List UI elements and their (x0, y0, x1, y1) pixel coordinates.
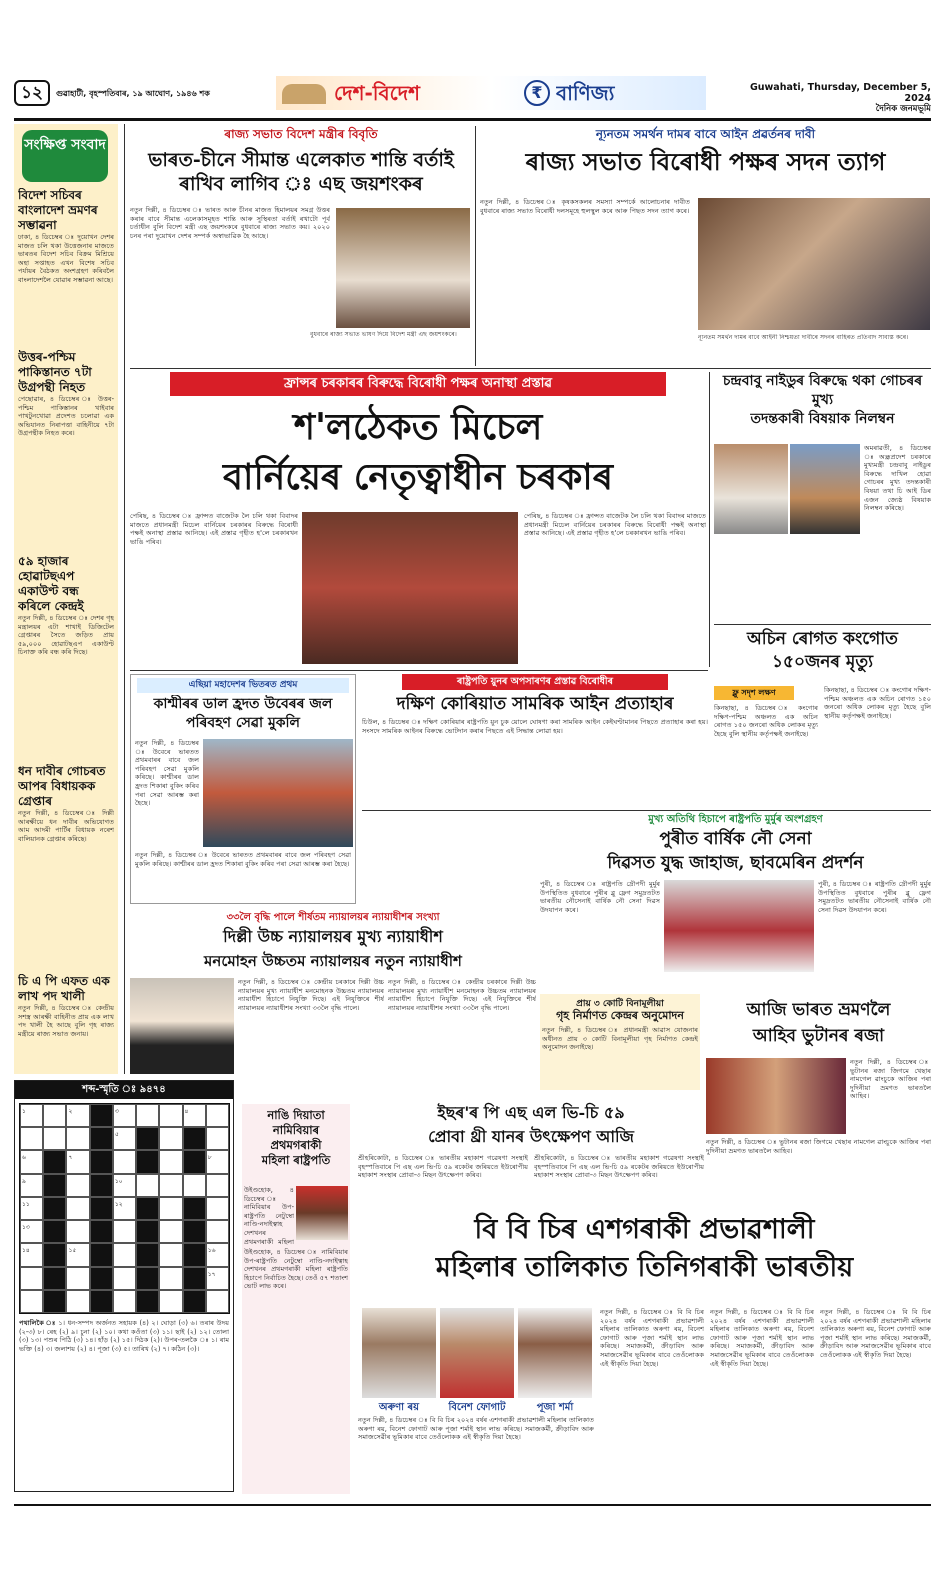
article-isro (358, 1100, 704, 1230)
kicker: এছিয়া মহাদেশৰ ভিতৰত প্ৰথম (137, 678, 349, 693)
sidebar-item (18, 350, 114, 510)
name-label: বিনেশ ফোগাট (448, 1402, 506, 1413)
crossword-cell[interactable] (206, 1220, 229, 1243)
masthead (14, 74, 931, 120)
crossword-cell[interactable] (183, 1174, 206, 1197)
crossword-title: শব্দ-স্মৃতি ঃ ৯৪৭৪ (15, 1081, 233, 1099)
article-body-cont: পুৰী, ৪ ডিচেম্বৰ ঃ ৰাষ্ট্ৰপতি দ্ৰৌপদী মুৰ্মুৰ উপস্থিতিত বুধবাৰে পুৰীৰ ব্লু ফ্লেগ সমুদ্ৰতটত ভাৰতীয় নৌসেনাই বাৰ্ষিক নৌ সেনা দিৱস উদযাপন কৰে। (818, 880, 931, 914)
article-body: উইণ্ডহোক, ৪ ডিচেম্বৰ ঃ নামিবিয়াৰ উপ-ৰাষ্ট্ৰপতি নেটুম্বো নাণ্ডি-নদাইত্বাহ দেশখনৰ প্ৰথমগৰাকী মহিলা (244, 1186, 294, 1246)
headline: অচিন ৰোগত কংগোত ১৫০জনৰ মৃত্যু (747, 629, 898, 672)
crossword-cell[interactable] (159, 1174, 182, 1197)
photo-caption: ন্যূনতম সমৰ্থন দামৰ বাবে আইনী নিশ্চয়তা দাবীৰে সদনৰ বাহিৰত প্ৰতিবাদ সাব্যস্ত কৰে। (698, 334, 909, 341)
paper-name: দৈনিক জনমভূমি (875, 104, 931, 114)
crossword-cell (43, 1267, 66, 1290)
crossword-cell (90, 1290, 113, 1313)
article-navy (540, 812, 931, 992)
sidebar (14, 124, 118, 1074)
naidu-photo (714, 444, 788, 534)
banner: ফ্ৰান্সৰ চৰকাৰৰ বিৰুদ্ধে বিৰোধী পক্ষৰ অনাস্থা প্ৰস্তাৱ (170, 372, 666, 396)
crossword-cell[interactable] (206, 1127, 229, 1150)
crossword-cell (183, 1267, 206, 1290)
crossword-cell[interactable] (159, 1150, 182, 1173)
article-body: শ্ৰীহৰিকোটা, ৪ ডিচেম্বৰ ঃ ভাৰতীয় মহাকাশ গৱেষণা সংস্থাই বৃহস্পতিবাৰে পি এছ এল ভি-চি ৫৯ ৰকেটৰ জৰিয়তে ইউৰোপীয় মহাকাশ সংস্থাৰ প্ৰোবা-৩ মিছন উৎক্ষেপণ কৰিব। (358, 1154, 528, 1180)
headline-line3: প্ৰথমগৰাকী (270, 1138, 322, 1152)
kicker: প্ৰায় ৩ কোটি বিনামূলীয়া (576, 999, 664, 1009)
article-body-col4: নতুন দিল্লী, ৪ ডিচেম্বৰ ঃ বি বি চিৰ ২০২৪ বৰ্ষৰ এশগৰাকী প্ৰভাৱশালী মহিলাৰ তালিকাত অৰুণা ৰয়, বিনেশ ফোগাট আৰু পূজা শৰ্মাই স্থান লাভ কৰিছে। সমাজকৰ্মী, ক্ৰীড়াবিদ আৰু সমাজসেৱীৰ ভূমিকাৰ বাবে তেওঁলোকক এই স্বীকৃতি দিয়া হৈছে। (820, 1308, 931, 1359)
sidebar-item (18, 974, 114, 1074)
sidebar-item-body: পেছোৱাৰ, ৪ ডিচেম্বৰ ঃ উত্তৰ-পশ্চিম পাকিস্তানৰ খাইবাৰ পাখটুনখোৱা প্ৰদেশত চলোৱা এক অভিযানত নিৰাপত্তা বাহিনীয়ে ৭টা উগ্ৰপন্থীক নিহত কৰে। (18, 395, 114, 438)
crossword-cell (43, 1174, 66, 1197)
crossword-cell[interactable]: ৪ (183, 1104, 206, 1127)
article-body-cont: নতুন দিল্লী, ৪ ডিচেম্বৰ ঃ ভুটানৰ ৰজা জিগমে খেছাৰ নামগেল ৱাংচুকে আজিৰ পৰা দুদিনীয়া ভ্ৰমণত ভাৰতলৈ আহিব। (706, 1138, 931, 1155)
crossword-cell[interactable] (113, 1220, 136, 1243)
crossword-cell[interactable]: ৮ (206, 1150, 229, 1173)
crossword-cell (183, 1150, 206, 1173)
crossword-cell[interactable]: ১৬ (206, 1243, 229, 1266)
article-body-col3: নতুন দিল্লী, ৪ ডিচেম্বৰ ঃ বি বি চিৰ ২০২৪ বৰ্ষৰ এশগৰাকী প্ৰভাৱশালী মহিলাৰ তালিকাত অৰুণা ৰয়, বিনেশ ফোগাট আৰু পূজা শৰ্মাই স্থান লাভ কৰিছে। সমাজকৰ্মী, ক্ৰীড়াবিদ আৰু সমাজসেৱীৰ ভূমিকাৰ বাবে তেওঁলোকক এই স্বীকৃতি দিয়া হৈছে। (710, 1308, 814, 1368)
kicker: ৰাজ্য সভাত বিদেশ মন্ত্ৰীৰ বিবৃতি (224, 127, 378, 141)
flu-tag: ফ্লু সদৃশ লক্ষণ (714, 686, 794, 700)
article-body: নতুন দিল্লী, ৪ ডিচেম্বৰ ঃ বি বি চিৰ ২০২৪ বৰ্ষৰ এশগৰাকী প্ৰভাৱশালী মহিলাৰ তালিকাত অৰুণা ৰয়, বিনেশ ফোগাট আৰু পূজা শৰ্মাই স্থান লাভ কৰিছে। সমাজকৰ্মী, ক্ৰীড়াবিদ আৰু সমাজসেৱীৰ ভূমিকাৰ বাবে তেওঁলোকক এই স্বীকৃতি দিয়া হৈছে। (358, 1416, 594, 1442)
crossword-cell (183, 1197, 206, 1220)
crossword-cell[interactable] (66, 1267, 89, 1290)
article-namibia (242, 1104, 350, 1494)
article-body-cont: শ্ৰীহৰিকোটা, ৪ ডিচেম্বৰ ঃ ভাৰতীয় মহাকাশ গৱেষণা সংস্থাই বৃহস্পতিবাৰে পি এছ এল ভি-চি ৫৯ ৰকেটৰ জৰিয়তে ইউৰোপীয় মহাকাশ সংস্থাৰ প্ৰোবা-৩ মিছন উৎক্ষেপণ কৰিব। (534, 1154, 704, 1180)
crossword-cell[interactable] (206, 1174, 229, 1197)
section-rule (130, 670, 708, 671)
article-body: নতুন দিল্লী, ৪ ডিচেম্বৰ ঃ উবেৰে ভাৰতত প্ৰথমবাৰৰ বাবে জল পৰিবহণ সেৱা মুকলি কৰিছে। কাশ্মীৰৰ ডাল হ্ৰদত শিকাৰা বুকিং কৰিব পৰা সেৱা আৰম্ভ কৰা হৈছে। (135, 739, 199, 808)
headline-line2: দিৱসত যুদ্ধ জাহাজ, ছাবমেৰিন প্ৰদৰ্শন (607, 853, 864, 873)
sidebar-item (18, 764, 114, 964)
article-body: অমৰাৱতী, ৪ ডিচেম্বৰ ঃ অন্ধ্ৰপ্ৰদেশ চৰকাৰে মুখ্যমন্ত্ৰী চন্দ্ৰবাবু নাইডুৰ বিৰুদ্ধে দাখিল হোৱা গোচৰৰ মুখ্য তদন্তকাৰী বিষয়া তথা চি আই ডিৰ এজন জ্যেষ্ঠ বিষয়াক নিলম্বন কৰিছে। (864, 444, 931, 513)
headline: দক্ষিণ কোৰিয়াত সামৰিক আইন প্ৰত্যাহাৰ (396, 694, 674, 714)
article-body: নতুন দিল্লী, ৪ ডিচেম্বৰ ঃ কেন্দ্ৰীয় চৰকাৰে দিল্লী উচ্চ ন্যায়ালয়ৰ মুখ্য ন্যায়াধীশ মনমোহনক উচ্চতম ন্যায়ালয়ৰ ন্যায়াধীশ হিচাপে নিযুক্তি দিছে। এই নিযুক্তিৰে শীৰ্ষ ন্যায়ালয়ৰ ন্যায়াধীশৰ সংখ্যা ৩৩লৈ বৃদ্ধি পালে। (238, 978, 384, 1012)
crossword-cell (90, 1267, 113, 1290)
rupee-icon: ₹ (524, 80, 550, 106)
crossword-cell[interactable] (159, 1243, 182, 1266)
crossword-cell (136, 1197, 159, 1220)
crossword-cell (43, 1243, 66, 1266)
crossword-cell[interactable] (66, 1290, 89, 1313)
article-body-cont: নতুন দিল্লী, ৪ ডিচেম্বৰ ঃ উবেৰে ভাৰতত প্ৰথমবাৰৰ বাবে জল পৰিবহণ সেৱা মুকলি কৰিছে। কাশ্মীৰৰ ডাল হ্ৰদত শিকাৰা বুকিং কৰিব পৰা সেৱা আৰম্ভ কৰা হৈছে। (135, 851, 351, 868)
headline-line1: চন্দ্ৰবাবু নাইডুৰ বিৰুদ্ধে থকা গোচৰৰ মুখ্য (722, 373, 923, 408)
name-label: পূজা শৰ্মা (536, 1402, 574, 1413)
namibia-president-photo (296, 1186, 348, 1240)
crossword-cell[interactable] (159, 1197, 182, 1220)
article-housing (540, 994, 700, 1090)
crossword-cell (183, 1243, 206, 1266)
crossword-cell (136, 1290, 159, 1313)
bhutan-king-photo (706, 1058, 846, 1134)
headline-line2: বাৰ্নিয়েৰ নেতৃত্বাধীন চৰকাৰ (223, 456, 613, 498)
crossword-cell[interactable]: ১১ (20, 1197, 43, 1220)
crossword-cell (43, 1150, 66, 1173)
headline-line4: মহিলা ৰাষ্ট্ৰপতি (261, 1153, 331, 1167)
crossword-cell[interactable]: ১৭ (206, 1267, 229, 1290)
clue-text: ১। ধন-সম্পদ অৰ্জনত সহায়ক (৪) ২। ঘোড়া (৩) ৬। তৰাৰ উদয় (২-৩) ৮। ৰেহ (২) ৯। চুনা (২) ১০। কথা কওঁতা (৩) ১১। ছাই (২) ১২। তোলা (৩) ১৩। পশুৰ পিঠি (৩) ১৪। হাঁড় (২) ১৫। দিঠক (২)। উপৰ-তলকৈ ঃ ১। ৰাম ভক্তি (৪) ৩। জলাশয় (২) ৪। পূজা (৩) ৫। তাৰিখ (২) ৭। কঠিন (৩)। (19, 1319, 229, 1353)
headline-line1: দিল্লী উচ্চ ন্যায়ালয়ৰ মুখ্য ন্যায়াধীশ (223, 927, 443, 946)
crossword-cell[interactable] (159, 1127, 182, 1150)
section-rule (714, 624, 931, 625)
crossword-cell[interactable] (66, 1174, 89, 1197)
page-number: ১২ (14, 80, 50, 106)
article-uber (130, 674, 356, 904)
officer-photo (790, 444, 860, 534)
article-body-col2: নতুন দিল্লী, ৪ ডিচেম্বৰ ঃ বি বি চিৰ ২০২৪ বৰ্ষৰ এশগৰাকী প্ৰভাৱশালী মহিলাৰ তালিকাত অৰুণা ৰয়, বিনেশ ফোগাট আৰু পূজা শৰ্মাই স্থান লাভ কৰিছে। সমাজকৰ্মী, ক্ৰীড়াবিদ আৰু সমাজসেৱীৰ ভূমিকাৰ বাবে তেওঁলোকক এই স্বীকৃতি দিয়া হৈছে। (600, 1308, 704, 1368)
crossword-cell[interactable] (159, 1104, 182, 1127)
headline-line2: মহিলাৰ তালিকাত তিনিগৰাকী ভাৰতীয় (435, 1252, 854, 1283)
headline: গৃহ নিৰ্মাণত কেন্দ্ৰৰ অনুমোদন (556, 1009, 684, 1022)
crossword-cell (43, 1290, 66, 1313)
kicker: ন্যূনতম সমৰ্থন দামৰ বাবে আইন প্ৰৱৰ্তনৰ দাবী (595, 127, 816, 141)
crossword-cell[interactable] (159, 1220, 182, 1243)
crossword-cell (90, 1197, 113, 1220)
crossword-cell (90, 1127, 113, 1150)
article-body: পেৰিছ, ৪ ডিচেম্বৰ ঃ ফ্ৰান্সত বাজেটক লৈ চলি থকা বিবাদৰ মাজতে প্ৰধানমন্ত্ৰী মিচেল বাৰ্নিয়েৰ চৰকাৰৰ বিৰুদ্ধে বিৰোধী পক্ষই অনাস্থা প্ৰস্তাৱ আনিছে। এই প্ৰস্তাৱ গৃহীত হ'লে চৰকাৰখন ভাঙি পৰিব। (130, 512, 298, 546)
article-body: নতুন দিল্লী, ৪ ডিচেম্বৰ ঃ ভুটানৰ ৰজা জিগমে খেছাৰ নামগেল ৱাংচুকে আজিৰ পৰা দুদিনীয়া ভ্ৰমণত ভাৰতলৈ আহিব। (850, 1058, 931, 1101)
article-body-cont: কিনছাছা, ৪ ডিচেম্বৰ ঃ কংগোৰ দক্ষিণ-পশ্চিম অঞ্চলত এক অচিন ৰোগত ১৫০ জনৰো অধিক লোকৰ মৃত্যু হৈছে বুলি স্থানীয় কৰ্তৃপক্ষই জনাইছে। (824, 686, 931, 720)
jaishankar-photo (336, 208, 470, 328)
article-body-cont: উইণ্ডহোক, ৪ ডিচেম্বৰ ঃ নামিবিয়াৰ উপ-ৰাষ্ট্ৰপতি নেটুম্বো নাণ্ডি-নদাইত্বাহ দেশখনৰ প্ৰথমগৰাকী মহিলা ৰাষ্ট্ৰপতি হিচাপে নিৰ্বাচিত হৈছে। তেওঁ ৫৭ শতাংশ ভোট লাভ কৰে। (244, 1248, 348, 1291)
article-bhutan (706, 994, 931, 1194)
article-body: পুৰী, ৪ ডিচেম্বৰ ঃ ৰাষ্ট্ৰপতি দ্ৰৌপদী মুৰ্মুৰ উপস্থিতিত বুধবাৰে পুৰীৰ ব্লু ফ্লেগ সমুদ্ৰতটত ভাৰতীয় নৌসেনাই বাৰ্ষিক নৌ সেনা দিৱস উদযাপন কৰে। (540, 880, 660, 914)
article-france (130, 372, 706, 667)
headline-line2: মনমোহন উচ্চতম ন্যায়ালয়ৰ নতুন ন্যায়াধীশ (204, 952, 462, 970)
crossword-cell (183, 1220, 206, 1243)
headline: ৰাজ্য সভাত বিৰোধী পক্ষৰ সদন ত্যাগ (525, 147, 886, 176)
justice-manmohan-photo (130, 978, 234, 1074)
section-rule (362, 810, 931, 811)
crossword-cell (136, 1220, 159, 1243)
crossword-cell[interactable] (113, 1290, 136, 1313)
vinesh-phogat-photo (440, 1308, 514, 1398)
crossword-cell (136, 1243, 159, 1266)
crossword-cell (136, 1150, 159, 1173)
crossword-cell[interactable]: ১৪ (20, 1243, 43, 1266)
sidebar-badge: সংক্ষিপ্ত সংবাদ (22, 130, 108, 182)
crossword-cell (90, 1150, 113, 1173)
article-body: চিউল, ৪ ডিচেম্বৰ ঃ দক্ষিণ কোৰিয়াৰ ৰাষ্ট্ৰপতি য়ুন চুক য়োলে ঘোষণা কৰা সামৰিক আইন কেইঘণ্টামানৰ পিছতে প্ৰত্যাহাৰ কৰা হয়। সংসদে সামৰিক আইনৰ বিৰুদ্ধে ভোটদান কৰাৰ পিছতে এই সিদ্ধান্ত লোৱা হয়। (362, 718, 708, 735)
crossword-cell[interactable]: ৫ (113, 1127, 136, 1150)
article-jaishankar (130, 126, 472, 366)
section-banner (276, 76, 706, 110)
crossword-cell[interactable] (159, 1267, 182, 1290)
clue-heading: পথালিকৈ ঃ (19, 1319, 56, 1327)
article-walkout (480, 126, 931, 366)
crossword-cell[interactable] (66, 1220, 89, 1243)
masthead-rule (14, 118, 931, 121)
headline-line2: নামিবিয়াৰ (272, 1123, 320, 1137)
crossword-cell[interactable] (20, 1127, 43, 1150)
crossword-cell (90, 1220, 113, 1243)
article-body-cont: নতুন দিল্লী, ৪ ডিচেম্বৰ ঃ কেন্দ্ৰীয় চৰকাৰে দিল্লী উচ্চ ন্যায়ালয়ৰ মুখ্য ন্যায়াধীশ মনমোহনক উচ্চতম ন্যায়ালয়ৰ ন্যায়াধীশ হিচাপে নিযুক্তি দিছে। এই নিযুক্তিৰে শীৰ্ষ ন্যায়ালয়ৰ ন্যায়াধীশৰ সংখ্যা ৩৩লৈ বৃদ্ধি পালে। (388, 978, 536, 1012)
crossword-cell[interactable] (159, 1290, 182, 1313)
crossword-cell[interactable]: ৩ (113, 1104, 136, 1127)
crossword-cell[interactable] (20, 1267, 43, 1290)
crossword-cell (43, 1220, 66, 1243)
sidebar-item-body: নতুন দিল্লী, ৪ ডিচেম্বৰ ঃ দিল্লী আৰক্ষীয়ে ধন দাবীৰ অভিযোগত আম আদমী পাৰ্টিৰ বিধায়ক নৰেশ বালিয়ানক গ্ৰেপ্তাৰ কৰিছে। (18, 809, 114, 843)
crossword-cell (183, 1127, 206, 1150)
crossword-cell[interactable] (113, 1150, 136, 1173)
article-body: নতুন দিল্লী, ৪ ডিচেম্বৰ ঃ ভাৰত আৰু চীনৰ মাজত হিমালয়ৰ সমগ্ৰ উত্তৰ কৰাৰ বাবে সীমান্ত এলেকাসমূহত শান্তি আৰু সুস্থিৰতা বৰ্তাই ৰখাটো পূৰ্ব চৰ্তাধীন বুলি বিদেশ মন্ত্ৰী এছ জয়শংকৰে বুধবাৰে ৰাজ্য সভাত কয়। ২০২০ চনৰ পৰা দুয়োখন দেশৰ সম্পৰ্ক অস্বাভাৱিক হৈ আছে। (130, 206, 330, 240)
crossword-grid[interactable] (19, 1103, 230, 1314)
column-rule (124, 124, 125, 1074)
crossword-cell[interactable]: ১২ (113, 1197, 136, 1220)
puja-sharma-photo (518, 1308, 592, 1398)
kicker: ৰাষ্ট্ৰপতি য়ুনৰ অপসাৰণৰ প্ৰস্তাৱ বিৰোধীৰ (402, 674, 668, 690)
headline-line1: আজি ভাৰত ভ্ৰমণলৈ (746, 1000, 891, 1020)
headline-line1: বি বি চিৰ এশগৰাকী প্ৰভাৱশালী (474, 1214, 815, 1245)
crossword-cell (136, 1127, 159, 1150)
crossword-cell[interactable] (206, 1290, 229, 1313)
crossword-cell (183, 1290, 206, 1313)
section-banijya: বাণিজ্য (556, 81, 615, 105)
aruna-roy-photo (362, 1308, 436, 1398)
shikara-photo (203, 739, 353, 847)
photo-caption: বুধবাৰে ৰাজ্য সভাত ভাষণ দিয়ে বিদেশ মন্ত্ৰী এছ জয়শংকৰে। (310, 331, 457, 338)
sidebar-item-title: ধন দাবীৰ গোচৰত আপৰ বিধায়কক গ্ৰেপ্তাৰ (18, 764, 106, 808)
sidebar-item-title: বিদেশ সচিবৰ বাংলাদেশ ভ্ৰমণৰ সম্ভাৱনা (18, 188, 98, 232)
kicker: ৩৩লৈ বৃদ্ধি পালে শীৰ্ষতম ন্যায়ালয়ৰ ন্যায়াধীশৰ সংখ্যা (226, 912, 440, 923)
crossword-cell[interactable] (43, 1127, 66, 1150)
french-assembly-photo (302, 512, 518, 664)
crossword-cell (43, 1197, 66, 1220)
crossword-cell[interactable]: ৬ (20, 1150, 43, 1173)
parliament-protest-photo (698, 198, 930, 330)
crossword-cell[interactable] (113, 1243, 136, 1266)
name-label: অৰুণা ৰয় (378, 1402, 420, 1413)
sidebar-item-title: উত্তৰ-পশ্চিম পাকিস্তানত ৭টা উগ্ৰপন্থী নিহত (18, 350, 92, 394)
headline: কাশ্মীৰৰ ডাল হ্ৰদত উবেৰৰ জল পৰিবহণ সেৱা মুকলি (153, 696, 333, 731)
crossword-cell[interactable]: ১ (20, 1104, 43, 1127)
footer-rule (14, 1504, 931, 1506)
crossword-cell (136, 1267, 159, 1290)
sidebar-item-title: ৫৯ হাজাৰ হোৱাটছএপ একাউণ্ট বন্ধ কৰিলে কেন্দ্ৰই (18, 554, 84, 613)
sidebar-item-title: চি এ পি এফত এক লাখ পদ খালী (18, 974, 110, 1003)
crossword (14, 1080, 234, 1492)
article-body: নতুন দিল্লী, ৪ ডিচেম্বৰ ঃ কৃষকসকলৰ সমস্যা সম্পৰ্কে আলোচনাৰ দাবীত বুধবাৰে ৰাজ্য সভাত বিৰোধী দলসমূহে হুলস্থুল কৰে আৰু পিছত সদন ত্যাগ কৰে। (480, 198, 690, 215)
sidebar-item (18, 554, 114, 754)
crossword-cell[interactable] (113, 1267, 136, 1290)
crossword-cell[interactable]: ১৫ (66, 1243, 89, 1266)
crossword-cell[interactable] (206, 1104, 229, 1127)
sidebar-item-body: নতুন দিল্লী, ৪ ডিচেম্বৰ ঃ কেন্দ্ৰীয় সশস্ত্ৰ আৰক্ষী বাহিনীত প্ৰায় এক লাখ পদ খালী হৈ আছে বুলি গৃহ ৰাজ্য মন্ত্ৰীয়ে ৰাজ্য সভাত জনায়। (18, 1004, 114, 1038)
section-rule (130, 368, 931, 369)
headline-line2: প্ৰোবা থ্ৰী যানৰ উৎক্ষেপণ আজি (428, 1127, 634, 1146)
date-bengali: গুৱাহাটী, বৃহস্পতিবাৰ, ১৯ আঘোণ, ১৯৪৬ শক (56, 89, 210, 98)
sidebar-item (18, 188, 114, 338)
headline-line1: শ'লঠেকত মিচেল (293, 406, 543, 448)
section-desh-bidesh: দেশ-বিদেশ (334, 81, 420, 105)
crossword-cell (90, 1104, 113, 1127)
crossword-cell[interactable] (136, 1104, 159, 1127)
article-bbc (358, 1212, 931, 1502)
crossword-cell[interactable] (136, 1174, 159, 1197)
headline-line1: ইছৰ'ৰ পি এছ এল ভি-চি ৫৯ (437, 1103, 625, 1122)
article-korea (362, 674, 708, 814)
article-body-cont: পেৰিছ, ৪ ডিচেম্বৰ ঃ ফ্ৰান্সত বাজেটক লৈ চলি থকা বিবাদৰ মাজতে প্ৰধানমন্ত্ৰী মিচেল বাৰ্নিয়েৰ চৰকাৰৰ বিৰুদ্ধে বিৰোধী পক্ষই অনাস্থা প্ৰস্তাৱ আনিছে। এই প্ৰস্তাৱ গৃহীত হ'লে চৰকাৰখন ভাঙি পৰিব। (524, 512, 706, 538)
crossword-cell[interactable] (66, 1127, 89, 1150)
article-naidu (714, 372, 931, 622)
crossword-cell[interactable]: ১৩ (20, 1220, 43, 1243)
article-congo (714, 628, 931, 808)
crossword-cell[interactable]: ১০ (113, 1174, 136, 1197)
crossword-cell[interactable] (206, 1197, 229, 1220)
column-rule (709, 372, 710, 667)
headline-line1: নাঙি দিয়াতা (267, 1108, 325, 1122)
article-body: কিনছাছা, ৪ ডিচেম্বৰ ঃ কংগোৰ দক্ষিণ-পশ্চিম অঞ্চলত এক অচিন ৰোগত ১৫০ জনৰো অধিক লোকৰ মৃত্যু হৈছে বুলি স্থানীয় কৰ্তৃপক্ষই জনাইছে। (714, 704, 818, 738)
headline-line1: পুৰীত বাৰ্ষিক নৌ সেনা (659, 829, 812, 849)
crossword-cell[interactable] (20, 1290, 43, 1313)
crossword-cell (90, 1243, 113, 1266)
date-english: Guwahati, Thursday, December 5, 2024 (749, 82, 931, 104)
kicker: মুখ্য অতিথি হিচাপে ৰাষ্ট্ৰপতি মুৰ্মুৰ অংশগ্ৰহণ (648, 814, 823, 825)
sidebar-item-body: ঢাকা, ৪ ডিচেম্বৰ ঃ দুয়োখন দেশৰ মাজত চলি থকা উত্তেজনাৰ মাজতে ভাৰতৰ বিদেশ সচিব বিক্ৰম মিশ্ৰিয়ে অহা সপ্তাহত এখন বিশেষ সচিব পৰ্যায়ৰ বৈঠকত অংশগ্ৰহণ কৰিবলৈ বাংলাদেশলৈ যোৱাৰ সম্ভাৱনা আছে। (18, 233, 114, 284)
crossword-clues (19, 1319, 229, 1489)
crossword-cell[interactable] (43, 1104, 66, 1127)
column-rule (475, 126, 476, 366)
crossword-cell[interactable]: ৭ (66, 1150, 89, 1173)
crossword-cell[interactable]: ২ (66, 1104, 89, 1127)
parliament-icon (282, 84, 326, 104)
navy-parade-photo (664, 880, 814, 972)
article-body: নতুন দিল্লী, ৪ ডিচেম্বৰ ঃ প্ৰধানমন্ত্ৰী আৱাস যোজনাৰ অধীনত প্ৰায় ৩ কোটি বিনামূলীয়া গৃহ নিৰ্মাণত কেন্দ্ৰই অনুমোদন জনাইছে। (542, 1026, 698, 1052)
article-justice (130, 910, 536, 1080)
headline-line2: তদন্তকাৰী বিষয়াক নিলম্বন (750, 411, 895, 427)
crossword-cell (90, 1174, 113, 1197)
crossword-cell[interactable]: ৯ (20, 1174, 43, 1197)
headline: ভাৰত-চীনে সীমান্ত এলেকাত শান্তি বৰ্তাই ৰাখিব লাগিব ঃ এছ জয়শংকৰ (148, 149, 454, 195)
sidebar-item-body: নতুন দিল্লী, ৪ ডিচেম্বৰ ঃ দেশৰ গৃহ মন্ত্ৰালয়ৰ এটা শাখাই ডিজিটেল গ্ৰেপ্তাৰৰ সৈতে জড়িত প্ৰায় ৫৯,০০০ হোৱাটছএপ একাউণ্ট চিনাক্ত কৰি বন্ধ কৰি দিছে। (18, 614, 114, 657)
headline-line2: আহিব ভুটানৰ ৰজা (752, 1026, 885, 1046)
crossword-cell[interactable] (66, 1197, 89, 1220)
